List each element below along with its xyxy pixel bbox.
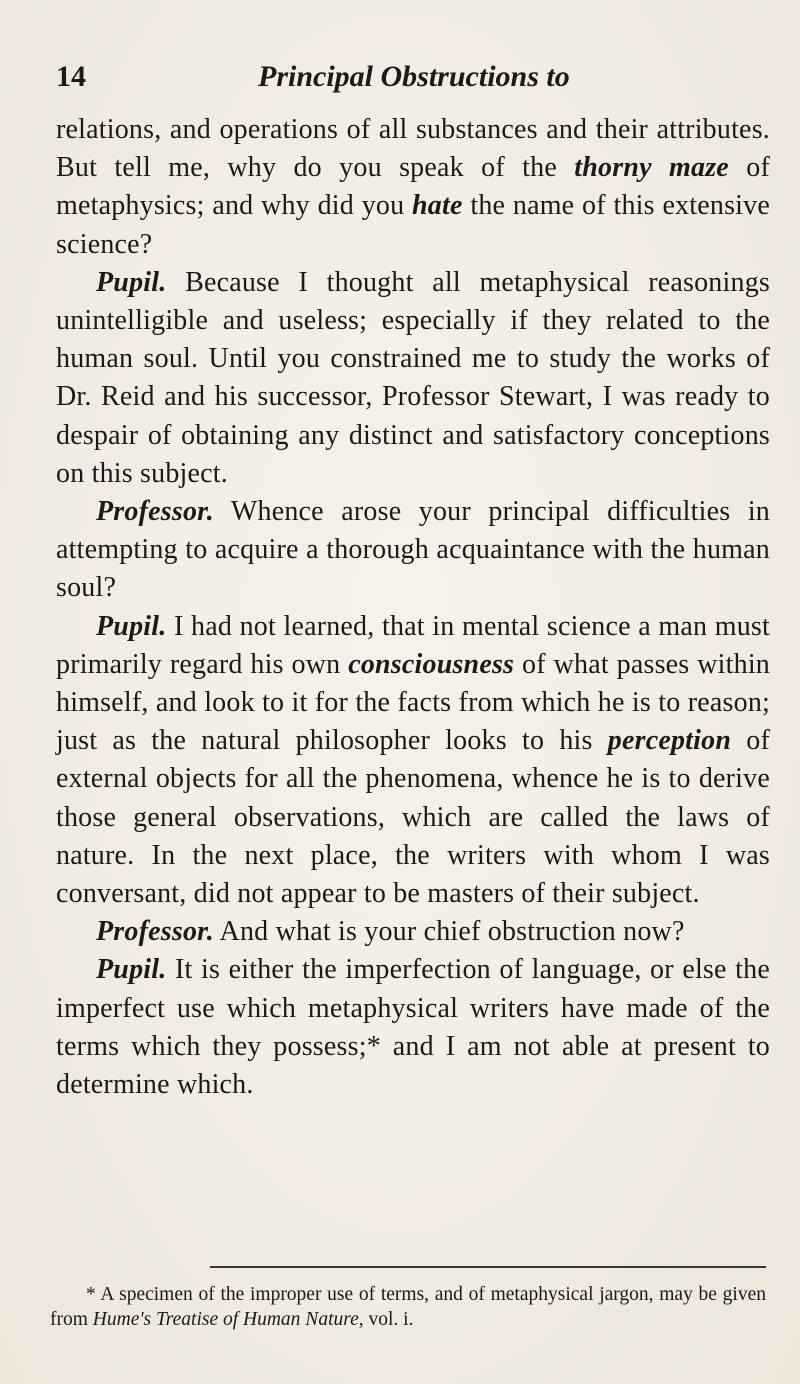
paragraph-text: Whence arose your principal difficulties in attempting to acquire a thorough acquaintance with the human soul? bbox=[56, 496, 770, 604]
dialogue-paragraph bbox=[56, 493, 770, 608]
speaker-label: Pupil. bbox=[96, 954, 167, 986]
speaker-label: Pupil. bbox=[96, 266, 167, 298]
speaker-label: Pupil. bbox=[96, 610, 167, 642]
paragraph-text: It is either the imperfection of language, or else the imperfect use which metaphysical writers have made of the terms which they possess;* and I am not able at present to determine which. bbox=[56, 954, 770, 1101]
emphasis-consciousness: consciousness bbox=[348, 648, 515, 680]
dialogue-paragraph bbox=[56, 913, 770, 951]
dialogue-paragraph bbox=[56, 608, 770, 914]
emphasis-thorny-maze: thorny maze bbox=[574, 152, 729, 184]
footnote bbox=[50, 1282, 766, 1332]
page-number: 14 bbox=[56, 60, 86, 93]
footnote-citation: Hume's Treatise of Human Nature, bbox=[92, 1309, 364, 1330]
speaker-label: Professor. bbox=[96, 496, 214, 528]
paragraph-text: the name of this extensive science? bbox=[56, 190, 770, 260]
paragraph-text: Because I thought all metaphysical reasonings unintelligible and useless; especially if they related to the human soul. Until you constrained me to study the works of Dr. Reid and his successor, Professor Stewart, I was ready to despair of obtaining any distinct and satisfactory conceptions on this subject. bbox=[56, 266, 770, 489]
emphasis-perception: perception bbox=[607, 725, 732, 757]
body-text bbox=[56, 111, 770, 1104]
dialogue-paragraph bbox=[56, 951, 770, 1104]
page-header bbox=[56, 60, 760, 100]
footnote-text: vol. i. bbox=[363, 1309, 414, 1330]
paragraph-continuation bbox=[56, 111, 770, 264]
running-title: Principal Obstructions to bbox=[258, 60, 570, 93]
footnote-text: * A specimen of the improper use of terms, and of metaphysical jargon, may be given from bbox=[50, 1284, 766, 1330]
paragraph-text: relations, and operations of all substances and their attributes. But tell me, why do you speak of the bbox=[56, 114, 770, 184]
paragraph-text: of metaphysics; and why did you bbox=[56, 152, 770, 222]
footnote-divider bbox=[210, 1266, 766, 1268]
dialogue-paragraph bbox=[56, 264, 770, 493]
emphasis-hate: hate bbox=[412, 190, 463, 222]
paragraph-text: of what passes within himself, and look to it for the facts from which he is to reason; just as the natural philosopher looks to his bbox=[56, 648, 770, 757]
paragraph-text: And what is your chief obstruction now? bbox=[213, 916, 685, 948]
speaker-label: Professor. bbox=[96, 916, 214, 948]
paragraph-text: of external objects for all the phenomena, whence he is to derive those general observations, which are called the laws of nature. In the next place, the writers with whom I was conversant, did not appear to be masters of their subject. bbox=[56, 725, 770, 910]
paragraph-text: I had not learned, that in mental science a man must primarily regard his own bbox=[56, 610, 770, 680]
